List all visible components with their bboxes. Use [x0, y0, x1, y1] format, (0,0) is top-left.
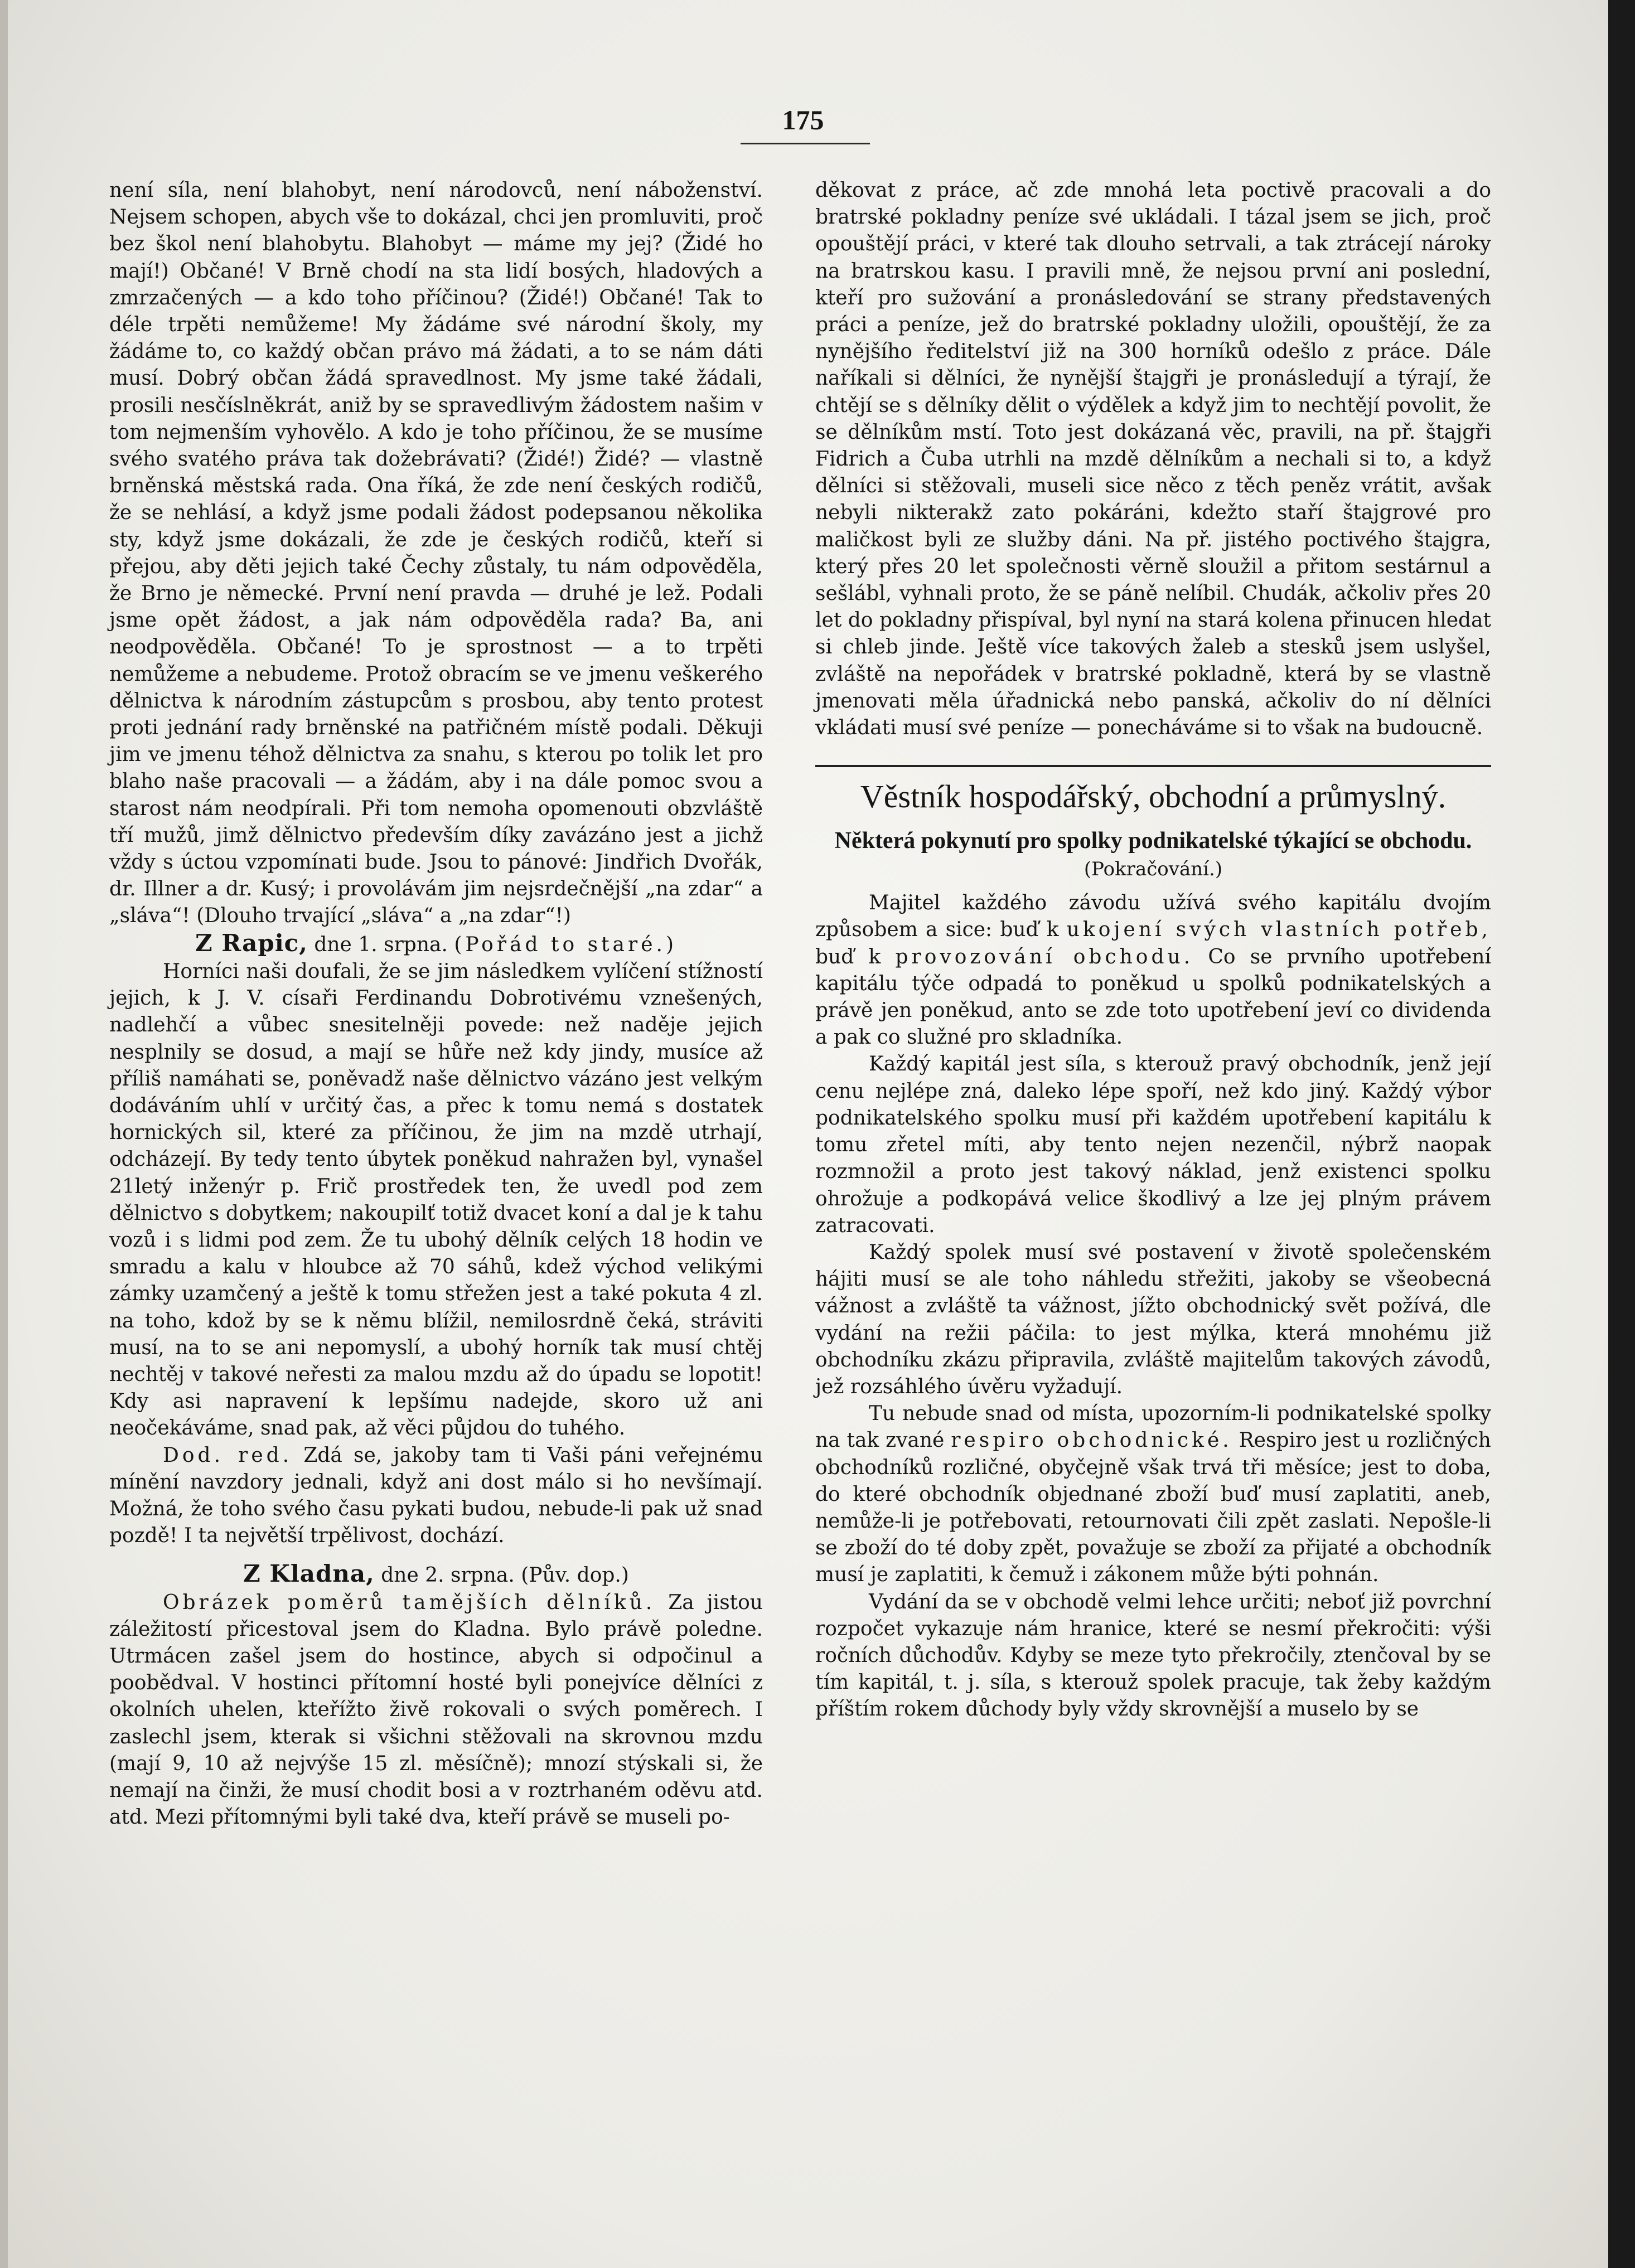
respiro-emph: respiro obchodnické.	[951, 1429, 1232, 1452]
rapice-note: (Pořád to staré.)	[454, 933, 678, 956]
capital-use-emph-b: provozování obchodu.	[895, 945, 1194, 968]
capital-use-text-c: Co se prvního upotřebení kapitálu týče odpadá to poněkud u spolků podnikatelských a právě jen poněkud, anto se zde toto upotřebení jeví co dividenda a pak co služné pro skladníka.	[815, 945, 1491, 1049]
right-paragraph-kladno-cont: děkovat z práce, ač zde mnohá leta poctivě pracovali a do bratrské pokladny peníze své ukládali. I tázal jsem se jich, proč opouštějí práci, v které tak dlouho setrvali, a tak ztrácejí nároky na bratrskou kasu. I pravili mně, že nejsou první ani poslední, kteří pro sužování a pronásledování se strany představených práci a peníze, jež do bratrské pokladny uložili, opouštějí, že za nynějšího ředitelství již na 300 horníků odešlo z práce. Dále naříkali si dělníci, že nynější štajgři je pronásledují a týrají, že chtějí se s dělníky dělit o výdělek a když jim to nechtějí povolit, že se dělníkům mstí. Toto jest dokázaná věc, pravili, na př. štajgři Fidrich a Čuba utrhli na mzdě dělníkům a nechali si to, a když dělníci si stěžovali, museli sice něco z těch peněz vrátit, avšak nebyli nikterakž zato pokáráni, kdežto staří štajgrové pro maličkost byli ze služby dáni. Na př. jistého poctivého štajgra, který přes 20 let společnosti věrně sloužil a přitom sestárnul a sešlábl, vyhnali proto, že se páně nelíbil. Chudák, ačkoliv přes 20 let do pokladny přispíval, byl nyní na stará kolena přinucen hledat si chleb jinde. Ještě více takových žaleb a stesků jsem uslyšel, zvláště na nepořádek v bratrské pokladně, která by se vlastně jmenovati měla úřadnická nebo panská, ačkoliv do ní dělníci vkládati musí své peníze — ponecháváme si to však na budoucně.	[815, 179, 1491, 740]
rapice-place: Z Rapic,	[195, 929, 308, 957]
right-paragraph-capital-force: Každý kapitál jest síla, s kterouž pravý obchodník, jenž její cenu nejlépe zná, daleko lépe spoří, než kdo jiný. Každý výbor podnikatelského spolku musí při každém upotřebení kapitálu k tomu zřetel míti, aby tento nejen nezenčil, nýbrž naopak rozmnožil a proto jest takový náklad, jenž existenci spolku ohrožuje a podkopává velice škodlivý a lze jej plným právem zatracovati.	[815, 1053, 1491, 1237]
page-number: 175	[782, 104, 824, 135]
left-paragraph-rapice: Horníci naši doufali, že se jim následkem vylíčení stížností jejich, k J. V. císaři Ferdinandu Dobrotivému vznešených, nadlehčí a vůbec snesitelněji povede: než naděje jejich nesplnily se dosud, a mají se hůře než kdy jindy, musíce až příliš namáhati se, poněvadž naše dělnictvo vázáno jest velkým dodáváním uhlí v určitý čas, a přec k tomu nemá s dostatek hornických sil, které za příčinou, že jim na mzdě utrhají, odcházejí. By tedy tento úbytek poněkud nahražen byl, vynašel 21letý inženýr p. Frič prostředek ten, že uvedl pod zem dělnictvo s dobytkem; nakoupilť totiž dvacet koní a dal je k tahu vozů i s lidmi pod zem. Že tu ubohý dělník celých 18 hodin ve smradu a kalu v hloubce až 70 sáhů, kdež východ velikými zámky uzamčený a ještě k tomu střežen jest a také pokuta 4 zl. na toho, kdož by se k němu blížil, nemilosrdně čeká, stráviti musí, na to se ani nepomyslí, a ubohý horník tak musí chtěj nechtěj v takové neřesti za malou mzdu až do úpadu se lopotit! Kdy asi napravení k lepšímu nadejde, skoro už ani neočekáváme, snad pak, až věci půjdou do tuhého.	[109, 959, 763, 1440]
left-paragraph-speech: není síla, není blahobyt, není národovců, není náboženství. Nejsem schopen, abych vše to dokázal, chci jen promluviti, proč bez škol není blahobytu. Blahobyt — máme my jej? (Židé ho mají!) Občané! V Brně chodí na sta lidí bosých, hladových a zmrzačených — a kdo toho příčinou? (Židé!) Občané! Tak to déle trpěti nemůžeme! My žádáme své národní školy, my žádáme to, co každý občan právo má žádati, a to se nám dáti musí. Dobrý občan žádá spravedlnost. My jsme také žádali, prosili nesčíslněkrát, aniž by se spravedlivým žádostem našim v tom nejmenším vyhovělo. A kdo je toho příčinou, že se musíme svého svatého práva tak dožebrávati? (Židé!) Židé? — vlastně brněnská městská rada. Ona říká, že zde není českých rodičů, že se nehlásí, a když jsme podali žádost podepsanou několika sty, když jsme dokázali, že zde je českých rodičů, kteří si přejou, aby děti jejich také Čechy zůstaly, tu nám odpověděla, že Brno je německé. První není pravda — druhé je lež. Podali jsme opět žádost, a jak nám odpověděla rada? Ba, ani neodpověděla. Občané! To je sprostnost — a to trpěti nemůžeme a nebudeme. Protož obracím se ve jmenu veškerého dělnictva k národním zástupcům s prosbou, aby tento protest proti jednání rady brněnské na patřičném místě podali. Děkuji jim ve jmenu téhož dělnictva za snahu, s kterou po tolik let pro blaho naše pracovali — a žádám, aby i na dále pomoc svou a starost nám neodpírali. Při tom nemoha opomenouti obzvláště tří mužů, jimž dělnictvo především díky zavázáno jest a jichž vždy s úctou vzpomínati bude. Jsou to pánové: Jindřich Dvořák, dr. Illner a dr. Kusý; i provolávám jim nejsrdečnější „na zdar“ a „sláva“! (Dlouho trvající „sláva“ a „na zdar“!)	[109, 179, 763, 928]
respiro-text-b: Respiro jest u rozličných obchodníků rozličné, obyčejně však trvá tři měsíce; jest to doba, do které obchodník objednané zboží buď musí zaplatiti, aneb, nemůže-li je potřebovati, retournovati čili zpět zaslati. Nepošle-li se zboží do té doby zpět, považuje se zboží za přijaté a obchodník musí je zaplatiti, k čemuž i zákonem může býti pohnán.	[815, 1429, 1491, 1587]
left-paragraph-editor-note	[109, 1442, 763, 1550]
kladno-dateline	[109, 1561, 763, 1589]
left-paragraph-kladno	[109, 1589, 763, 1831]
right-paragraph-respiro	[815, 1400, 1491, 1588]
capital-use-text-b: buď k	[815, 945, 881, 968]
capital-use-emph-a: ukojení svých vlastních potřeb,	[1066, 918, 1491, 942]
kladno-place: Z Kladna,	[243, 1560, 375, 1588]
capital-use-text-a: Majitel každého závodu užívá svého kapitálu dvojím způsobem a sice: buď k	[815, 891, 1491, 942]
kladno-date: dne 2. srpna. (Pův. dop.)	[381, 1564, 629, 1587]
right-column	[815, 177, 1491, 1723]
rapice-date: dne 1. srpna.	[314, 933, 448, 956]
scan-edge-right	[1608, 0, 1635, 2268]
left-column	[109, 177, 763, 1831]
editor-note-label: Dod. red.	[163, 1443, 293, 1467]
section-divider	[815, 765, 1491, 767]
article-title: Některá pokynutí pro spolky podnikatelské týkající se obchodu.	[834, 828, 1472, 854]
right-paragraph-social-position: Každý spolek musí své postavení v životě společenském hájiti musí se ale toho náhledu střežiti, jakoby se všeobecná vážnost a zvláště ta vážnost, jížto obchodnický svět požívá, dle vydání na režii páčila: to jest mýlka, která mnohému již obchodníku zkázu připravila, zvláště majitelům takových závodů, jež rozsáhlého úvěru vyžadují.	[815, 1240, 1491, 1398]
rapice-dateline	[109, 930, 763, 958]
article-subtitle: (Pokračování.)	[1083, 858, 1223, 881]
page-number-rule	[741, 143, 870, 144]
right-paragraph-capital-use	[815, 890, 1491, 1051]
respiro-text-a: Tu nebude snad od místa, upozorním-li podnikatelské spolky na tak zvané	[815, 1402, 1491, 1452]
scan-edge-left	[0, 0, 8, 2268]
kladno-text: Za jistou záležitostí přicestoval jsem do Kladna. Bylo právě poledne. Utrmácen zašel jsem do hostince, abych si odpočinul a poobědval. V hostinci přítomní hosté byli ponejvíce dělníci z okolních uhelen, kteřížto živě rokovali o svých poměrech. I zaslechl jsem, kterak si všichni stěžovali na skrovnou mzdu (mají 9, 10 až nejvýše 15 zl. měsíčně); mnozí stýskali si, že nemají na činži, že musí chodit bosi a v roztrhaném oděvu atd. atd. Mezi přítomnými byli také dva, kteří právě se museli po-	[109, 1591, 763, 1829]
kladno-lead: Obrázek poměrů tamějších dělníků.	[163, 1591, 656, 1614]
bulletin-title: Věstník hospodářský, obchodní a průmyslný.	[860, 778, 1447, 815]
editor-note-text: Zdá se, jakoby tam ti Vaši páni veřejnému mínění navzdory jednali, když ani dost málo si ho nevšímají. Možná, že toho svého času pykati budou, nebude-li pak už snad pozdě! I ta největší trpělivost, dochází.	[109, 1443, 763, 1548]
right-paragraph-expenses: Vydání da se v obchodě velmi lehce určiti; neboť již povrchní rozpočet vykazuje nám hranice, které se nesmí překročiti: výši ročních důchodův. Kdyby se meze tyto překročily, ztenčoval by se tím kapitál, t. j. síla, s kterouž spolek pracuje, tak žeby každým příštím rokem důchody byly vždy skrovnější a muselo by se	[815, 1590, 1491, 1721]
